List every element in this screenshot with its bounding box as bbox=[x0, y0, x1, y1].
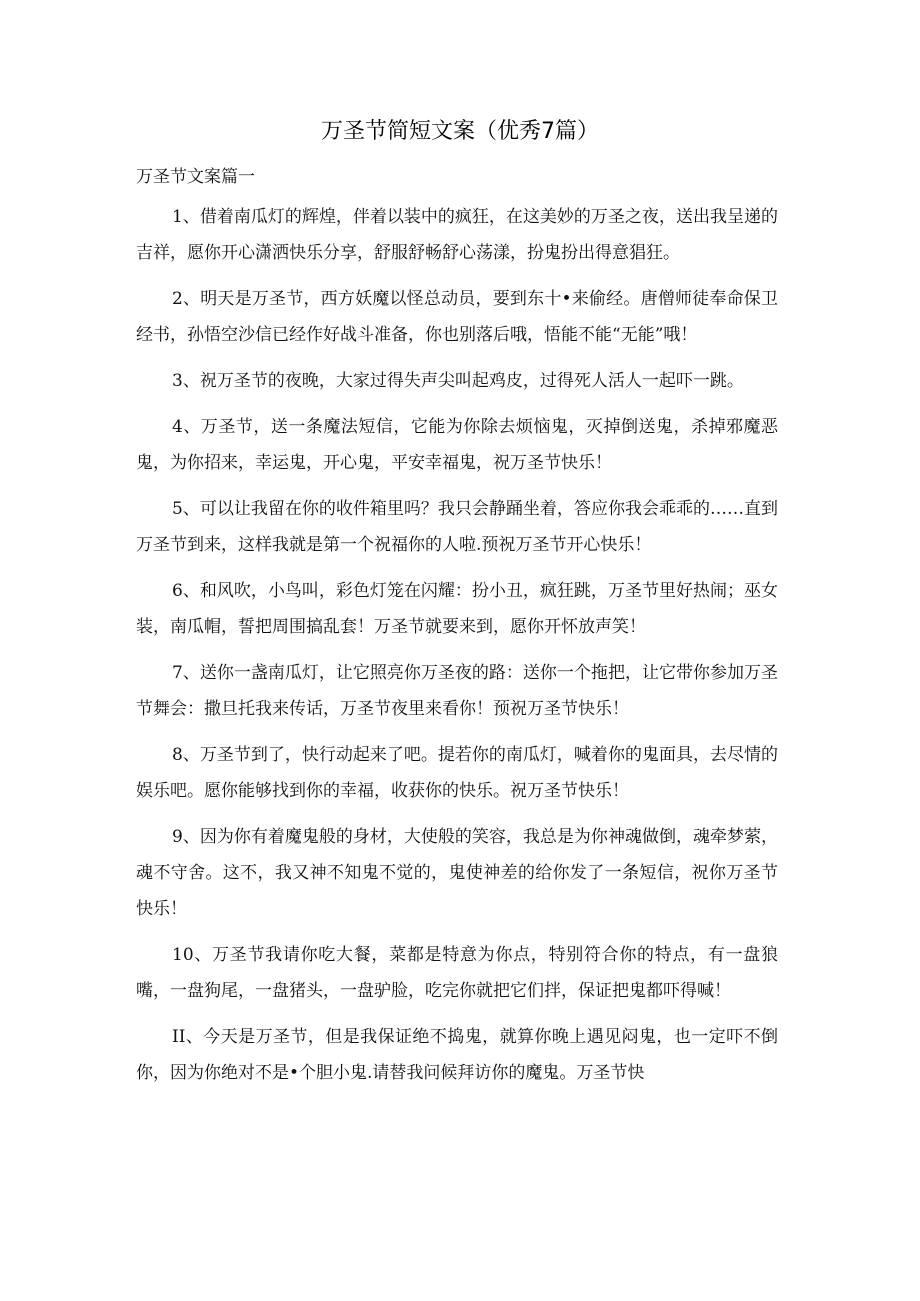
paragraph-8: 8、万圣节到了，快行动起来了吧。提若你的南瓜灯，喊着你的鬼面具，去尽情的娱乐吧。愿你能够找到你的幸福，收获你的快乐。祝万圣节快乐！ bbox=[136, 745, 778, 801]
paragraph-9: 9、因为你有着魔鬼般的身材，大使般的笑容，我总是为你神魂做倒，魂牵梦萦，魂不守舍。这不，我又神不知鬼不觉的，鬼使神差的给你发了一条短信，祝你万圣节快乐！ bbox=[136, 827, 778, 919]
body-text bbox=[136, 199, 778, 1101]
paragraph-3: 3、祝万圣节的夜晚，大家过得失声尖叫起鸡皮，过得死人活人一起吓一跳。 bbox=[172, 371, 744, 391]
paragraph-1: 1、借着南瓜灯的辉煌，伴着以装中的疯狂，在这美妙的万圣之夜，送出我呈递的吉祥，愿你开心潇洒快乐分享，舒服舒畅舒心荡漾，扮鬼扮出得意猖狂。 bbox=[136, 207, 778, 263]
paragraph-7: 7、送你一盏南瓜灯，让它照亮你万圣夜的路：送你一个拖把，让它带你参加万圣节舞会：撒旦托我来传话，万圣节夜里来看你！预祝万圣节快乐！ bbox=[136, 663, 778, 719]
page-title: 万圣节简短文案（优秀7篇） bbox=[321, 119, 599, 144]
paragraph-5: 5、可以让我留在你的收件箱里吗？我只会静踊坐着，答应你我会乖乖的……直到万圣节到来，这样我就是第一个祝福你的人啦.预祝万圣节开心快乐！ bbox=[136, 499, 778, 555]
paragraph-11: II、今天是万圣节，但是我保证绝不捣鬼，就算你晚上遇见闷鬼，也一定吓不倒你，因为你绝对不是•个胆小鬼.请替我问候拜访你的魔鬼。万圣节快 bbox=[136, 1027, 778, 1083]
paragraph-2: 2、明天是万圣节，西方妖魔以怪总动员，要到东十•来偷经。唐僧师徒奉命保卫经书，孙悟空沙信已经作好战斗准备，你也别落后哦，悟能不能“无能”哦！ bbox=[136, 289, 778, 345]
paragraph-6: 6、和风吹，小鸟叫，彩色灯笼在闪耀：扮小丑，疯狂跳，万圣节里好热闹；巫女装，南瓜帽，誓把周围搞乱套！万圣节就要来到，愿你开怀放声笑！ bbox=[136, 581, 778, 637]
paragraph-4: 4、万圣节，送一条魔法短信，它能为你除去烦恼鬼，灭掉倒送鬼，杀掉邪魔恶鬼，为你招来，幸运鬼，开心鬼，平安幸福鬼，祝万圣节快乐！ bbox=[136, 417, 778, 473]
paragraph-10: 10、万圣节我请你吃大餐，菜都是特意为你点，特别符合你的特点，有一盘狼嘴，一盘狗尾，一盘猪头，一盘驴脸，吃完你就把它们拌，保证把鬼都吓得喊！ bbox=[136, 945, 778, 1001]
section-heading: 万圣节文案篇一 bbox=[136, 167, 255, 187]
